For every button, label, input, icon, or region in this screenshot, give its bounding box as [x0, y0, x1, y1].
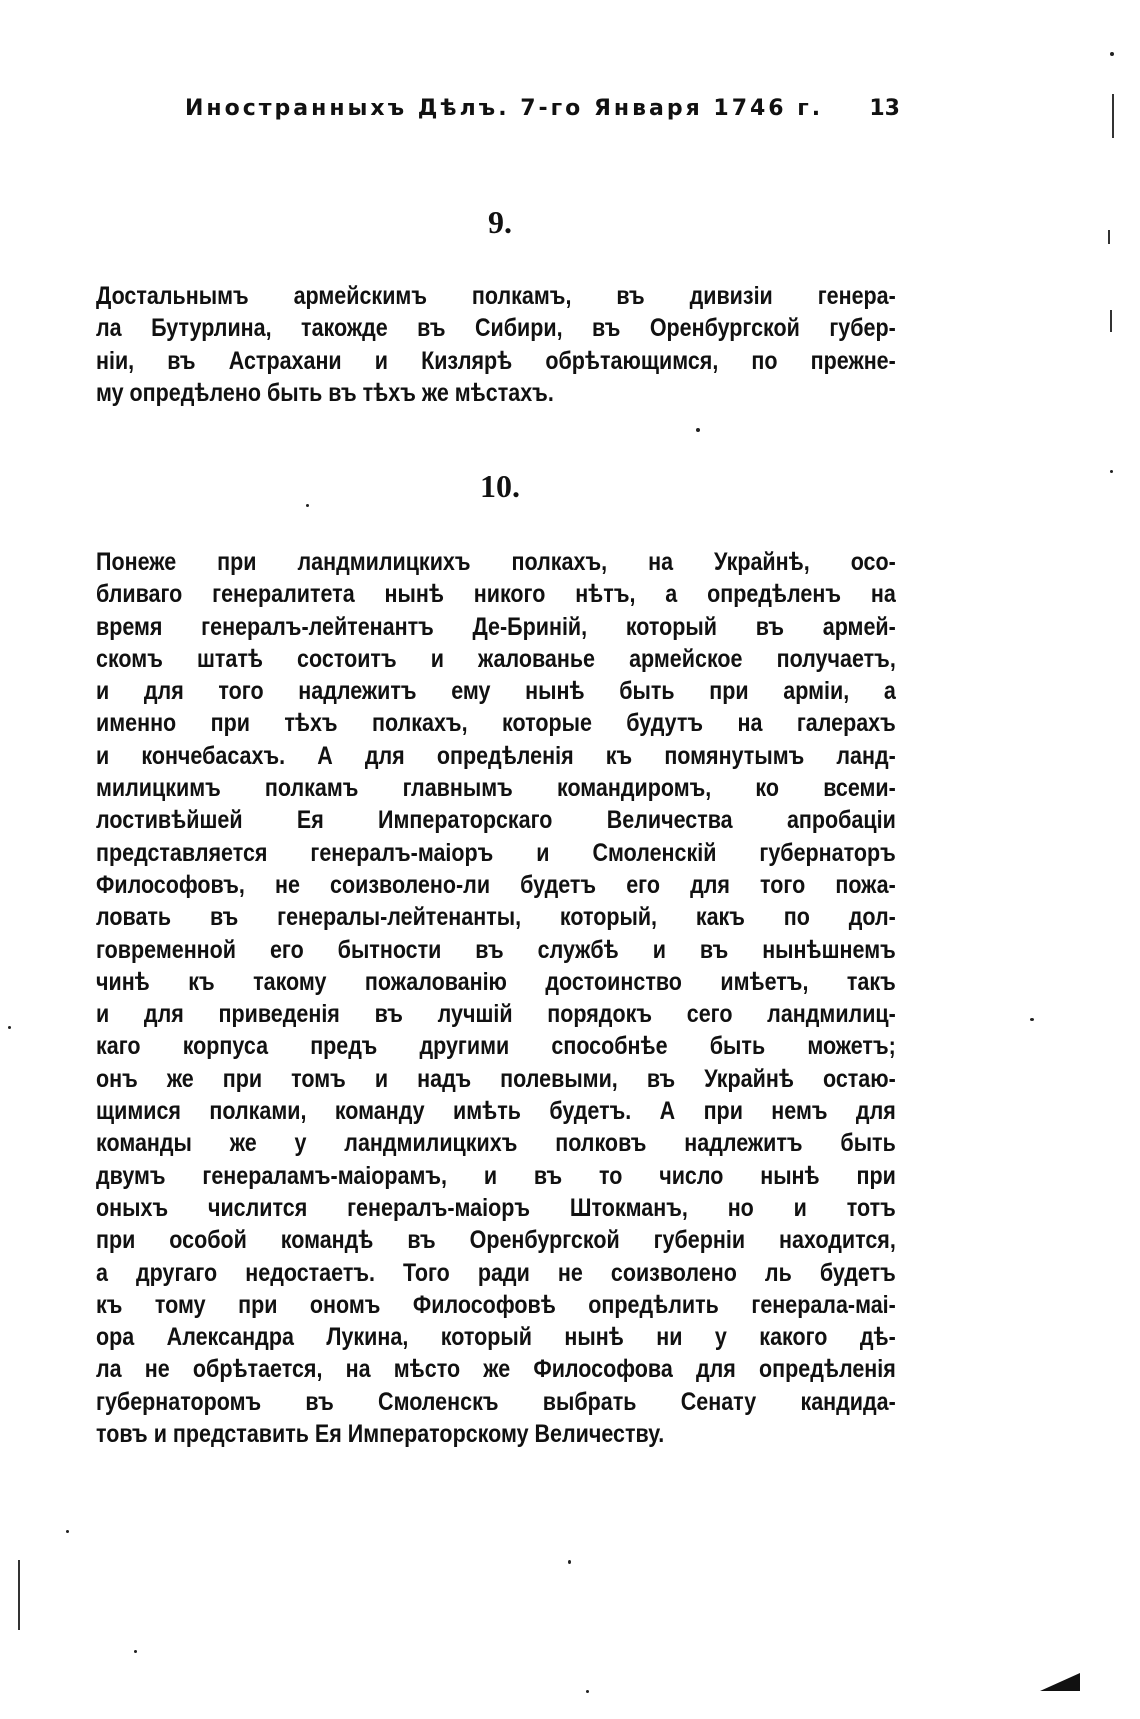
text-line: Понеже при ландмилицкихъ полкахъ, на Украйнѣ, осо- — [96, 548, 896, 576]
text-line: ла не обрѣтается, на мѣсто же Философова для опредѣленія — [96, 1355, 896, 1384]
text-line: и кончебасахъ. А для опредѣленія къ помянутымъ ланд- — [96, 741, 896, 770]
running-head: Иностранныхъ Дѣлъ. 7-го Января 1746 г. — [185, 96, 824, 121]
text-line: говременной его бытности въ службѣ и въ нынѣшнемъ — [96, 935, 896, 964]
text-line: ніи, въ Астрахани и Кизлярѣ обрѣтающимся, по прежне- — [96, 346, 896, 375]
scan-speck — [306, 504, 309, 507]
section-10-text — [96, 546, 896, 1450]
text-line: представляется генералъ-маіоръ и Смоленскій губернаторъ — [96, 838, 896, 867]
scan-speck — [134, 1650, 137, 1653]
scan-speck — [1110, 470, 1113, 473]
corner-blot — [1040, 1673, 1080, 1691]
text-line: ла Бутурлина, такожде въ Сибири, въ Оренбургской губер- — [96, 314, 896, 343]
text-line: а другаго недостаетъ. Того ради не соизволено ль будетъ — [96, 1258, 896, 1287]
text-line: ловать въ генералы-лейтенанты, который, какъ по дол- — [96, 903, 896, 932]
text-line: щимися полками, команду имѣть будетъ. А при немъ для — [96, 1097, 896, 1126]
text-line: бливаго генералитета нынѣ никого нѣтъ, а опредѣленъ на — [96, 580, 896, 609]
text-line: при особой командѣ въ Оренбургской губерніи находится, — [96, 1226, 896, 1255]
text-line: команды же у ландмилицкихъ полковъ надлежитъ быть — [96, 1129, 896, 1158]
page-number: 13 — [869, 96, 900, 121]
text-line: му опредѣлено быть въ тѣхъ же мѣстахъ. — [96, 378, 554, 407]
text-line: каго корпуса предъ другими способнѣе быть можетъ; — [96, 1032, 896, 1061]
text-line: товъ и представить Ея Императорскому Величеству. — [96, 1420, 665, 1449]
scan-speck — [586, 1690, 589, 1693]
section-number-10: 10. — [480, 468, 520, 504]
margin-mark — [1108, 230, 1110, 244]
text-line: и для приведенія въ лучшій порядокъ сего ландмилиц- — [96, 1000, 896, 1029]
page-header — [130, 96, 900, 136]
text-line: милицкимъ полкамъ главнымъ командиромъ, ко всеми- — [96, 774, 896, 803]
text-line: и для того надлежитъ ему нынѣ быть при арміи, а — [96, 677, 896, 706]
margin-mark — [1110, 310, 1112, 332]
text-line: лостивѣйшей Ея Императорскаго Величества апробаціи — [96, 806, 896, 835]
margin-mark — [18, 1560, 20, 1630]
scan-speck — [66, 1530, 69, 1533]
scan-speck — [568, 1560, 571, 1564]
text-line: именно при тѣхъ полкахъ, которые будутъ на галерахъ — [96, 709, 896, 738]
scan-speck — [1030, 1018, 1034, 1021]
text-line: двумъ генераламъ-маіорамъ, и въ то число нынѣ при — [96, 1161, 896, 1190]
text-line: чинѣ къ такому пожалованію достоинство имѣетъ, такъ — [96, 967, 896, 996]
text-line: ора Александра Лукина, который нынѣ ни у какого дѣ- — [96, 1323, 896, 1352]
text-line: скомъ штатѣ состоитъ и жалованье армейское получаетъ, — [96, 644, 896, 673]
scan-speck — [8, 1026, 11, 1029]
scan-speck — [1110, 52, 1114, 56]
text-line: губернаторомъ въ Смоленскъ выбрать Сенату кандида- — [96, 1387, 896, 1416]
text-line: оныхъ числится генералъ-маіоръ Штокманъ, но и тотъ — [96, 1193, 896, 1222]
text-line: онъ же при томъ и надъ полевыми, въ Украйнѣ остаю- — [96, 1064, 896, 1093]
margin-mark — [1112, 94, 1114, 138]
section-number-9: 9. — [488, 204, 512, 240]
scan-speck — [696, 428, 700, 432]
text-line: къ тому при ономъ Философовѣ опредѣлить генерала-маі- — [96, 1290, 896, 1319]
section-9-text — [96, 280, 896, 409]
text-line: время генералъ-лейтенантъ Де-Бриній, который въ армей- — [96, 612, 896, 641]
text-line: Философовъ, не соизволено-ли будетъ его для того пожа- — [96, 870, 896, 899]
text-line: Достальнымъ армейскимъ полкамъ, въ дивизіи генера- — [96, 282, 896, 310]
